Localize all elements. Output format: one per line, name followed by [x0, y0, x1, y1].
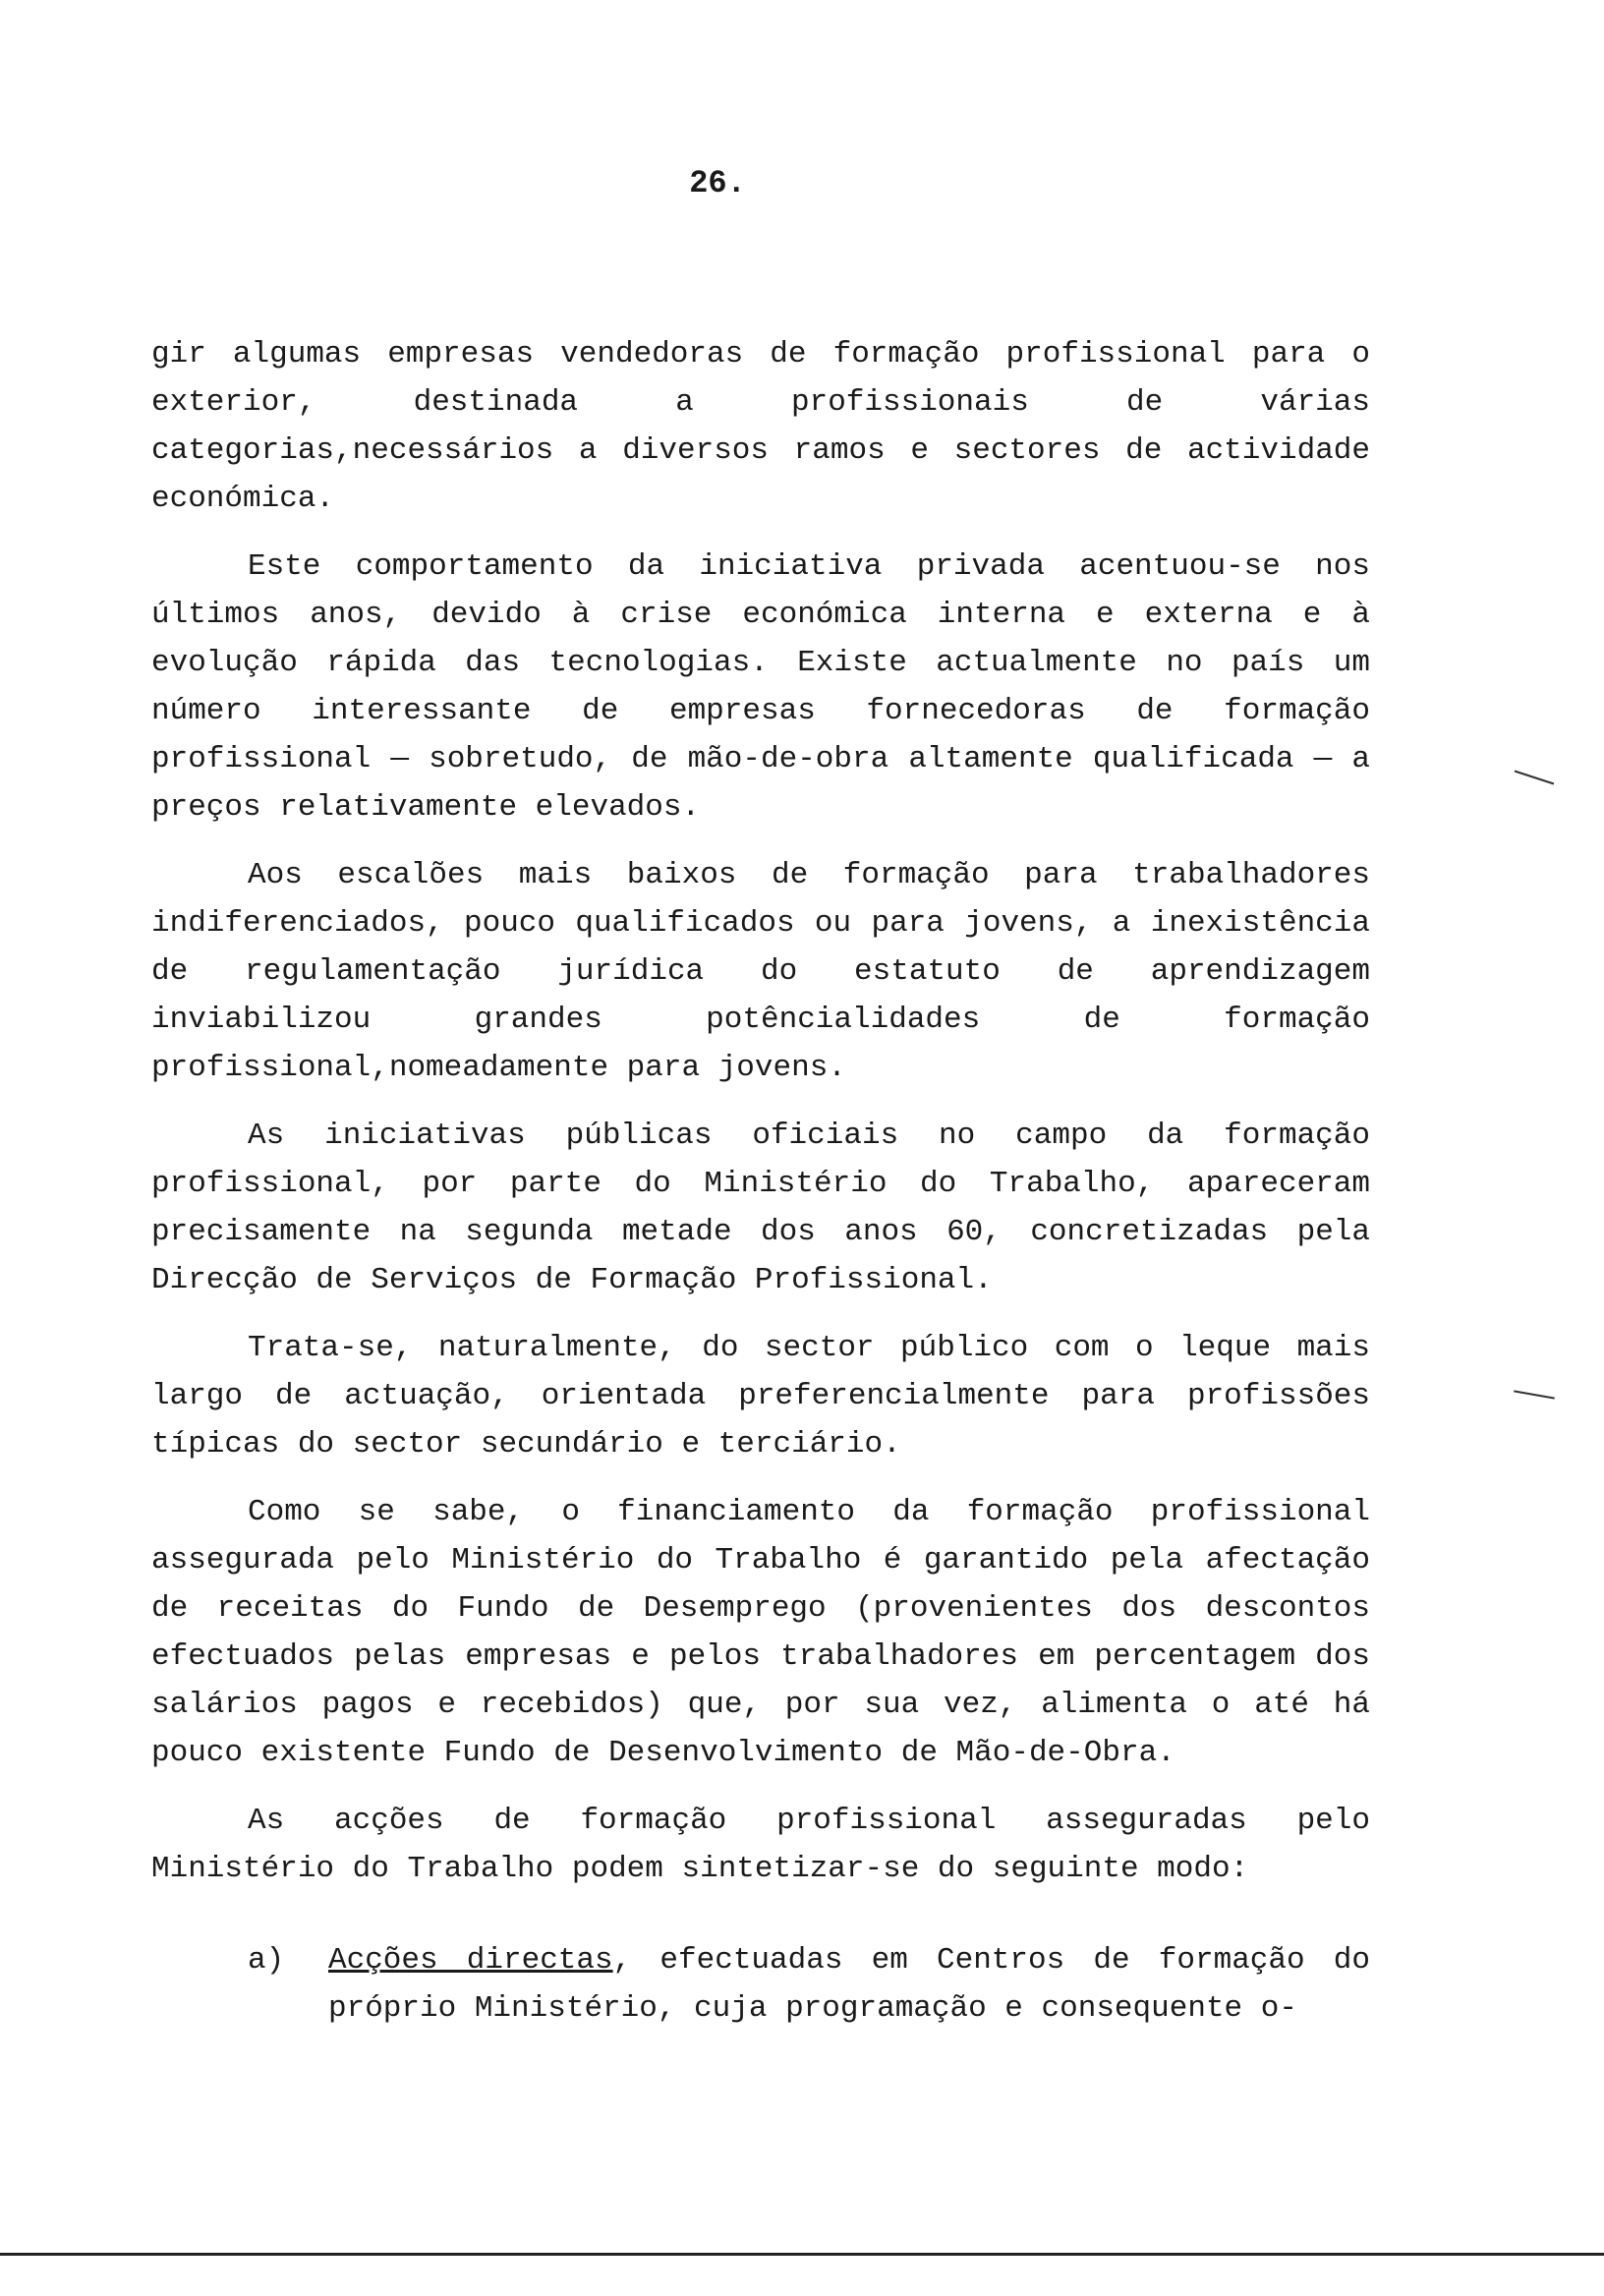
- paragraph-public-initiatives: As iniciativas públicas oficiais no campo da formação profissional, por parte do Ministério do Trabalho, apareceram precisamente na segunda metade dos anos 60, concretizadas pela Direcção de Serviços de Formação Profissional.: [151, 1119, 1370, 1297]
- list-item-a: [151, 1936, 1370, 2033]
- paragraph-lower-levels: Aos escalões mais baixos de formação para trabalhadores indiferenciados, pouco qualificados ou para jovens, a inexistência de regulamentação jurídica do estatuto de aprendizagem inviabilizou grandes potêncialidades de formação profissional,nomeadamente para jovens.: [151, 858, 1370, 1085]
- paragraph-actions-intro: As acções de formação profissional asseguradas pelo Ministério do Trabalho podem sintetizar-se do seguinte modo:: [151, 1804, 1370, 1886]
- bottom-rule: [0, 2253, 1604, 2256]
- list-marker: a): [248, 1943, 285, 1978]
- margin-mark: [1514, 1390, 1555, 1399]
- document-body: [151, 330, 1370, 2033]
- list-item-term: Acções directas: [328, 1943, 613, 1978]
- paragraph-private-initiative: Este comportamento da iniciativa privada acentuou-se nos últimos anos, devido à crise económica interna e externa e à evolução rápida das tecnologias. Existe actualmente no país um número interessante de empresas fornecedoras de formação profissional — sobretudo, de mão-de-obra altamente qualificada — a preços relativamente elevados.: [151, 549, 1370, 825]
- margin-mark: [1515, 771, 1555, 785]
- paragraph-continuation: gir algumas empresas vendedoras de formação profissional para o exterior, destinada a profissionais de várias categorias,necessários a diversos ramos e sectores de actividade económica.: [151, 337, 1370, 516]
- paragraph-financing: Como se sabe, o financiamento da formação profissional assegurada pelo Ministério do Trabalho é garantido pela afectação de receitas do Fundo de Desemprego (provenientes dos descontos efectuados pelas empresas e pelos trabalhadores em percentagem dos salários pagos e recebidos) que, por sua vez, alimenta o até há pouco existente Fundo de Desenvolvimento de Mão-de-Obra.: [151, 1495, 1370, 1770]
- paragraph-public-sector: Trata-se, naturalmente, do sector público com o leque mais largo de actuação, orientada preferencialmente para profissões típicas do sector secundário e terciário.: [151, 1331, 1370, 1462]
- list-item-text: , efectuadas em Centros de formação do próprio Ministério, cuja programação e consequente o-: [328, 1943, 1370, 2026]
- page-number: 26.: [689, 165, 746, 201]
